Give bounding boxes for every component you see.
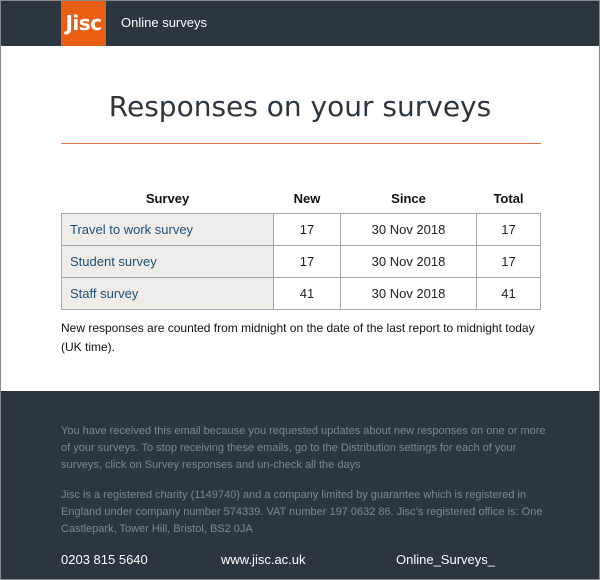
website-link[interactable]: www.jisc.ac.uk (221, 552, 306, 567)
table-row (62, 278, 541, 310)
legal-notice: Jisc is a registered charity (1149740) and a company limited by guarantee which is registered in England under company number 574339. VAT number 197 0632 86. Jisc’s registered office is: One Castlepark, Tower Hill, Bristol, BS2 0JA (61, 489, 543, 535)
column-header-since: Since (391, 190, 426, 206)
table-header-row (62, 183, 541, 214)
column-header-new: New (293, 190, 321, 206)
survey-link[interactable]: Staff survey (62, 278, 274, 310)
responses-table (61, 183, 541, 310)
column-header-total: Total (493, 190, 524, 206)
since-date: 30 Nov 2018 (341, 278, 477, 310)
footer (1, 391, 599, 579)
since-date: 30 Nov 2018 (341, 246, 477, 278)
total-count: 17 (477, 246, 541, 278)
column-header-survey: Survey (145, 190, 190, 206)
new-count: 17 (274, 214, 341, 246)
table-row (62, 246, 541, 278)
survey-link[interactable]: Student survey (62, 246, 274, 278)
since-date: 30 Nov 2018 (341, 214, 477, 246)
total-count: 17 (477, 214, 541, 246)
total-count: 41 (477, 278, 541, 310)
new-count: 41 (274, 278, 341, 310)
header-bar (1, 1, 599, 46)
new-count: 17 (274, 246, 341, 278)
counting-note: New responses are counted from midnight on the date of the last report to midnight today (UK time). (61, 321, 535, 354)
social-handle-link[interactable]: Online_Surveys_ (396, 552, 495, 567)
table-row (62, 214, 541, 246)
survey-link[interactable]: Travel to work survey (62, 214, 274, 246)
page-title: Responses on your surveys (108, 90, 492, 123)
unsubscribe-notice: You have received this email because you requested updates about new responses on one or more of your surveys. To stop receiving these emails, go to the Distribution settings for each of your surveys, click on Survey responses and un-check all the days (61, 425, 546, 471)
header-title: Online surveys (121, 15, 207, 30)
phone-number[interactable]: 0203 815 5640 (61, 552, 148, 567)
jisc-logo[interactable]: Jisc (61, 1, 106, 46)
title-divider (61, 143, 541, 144)
